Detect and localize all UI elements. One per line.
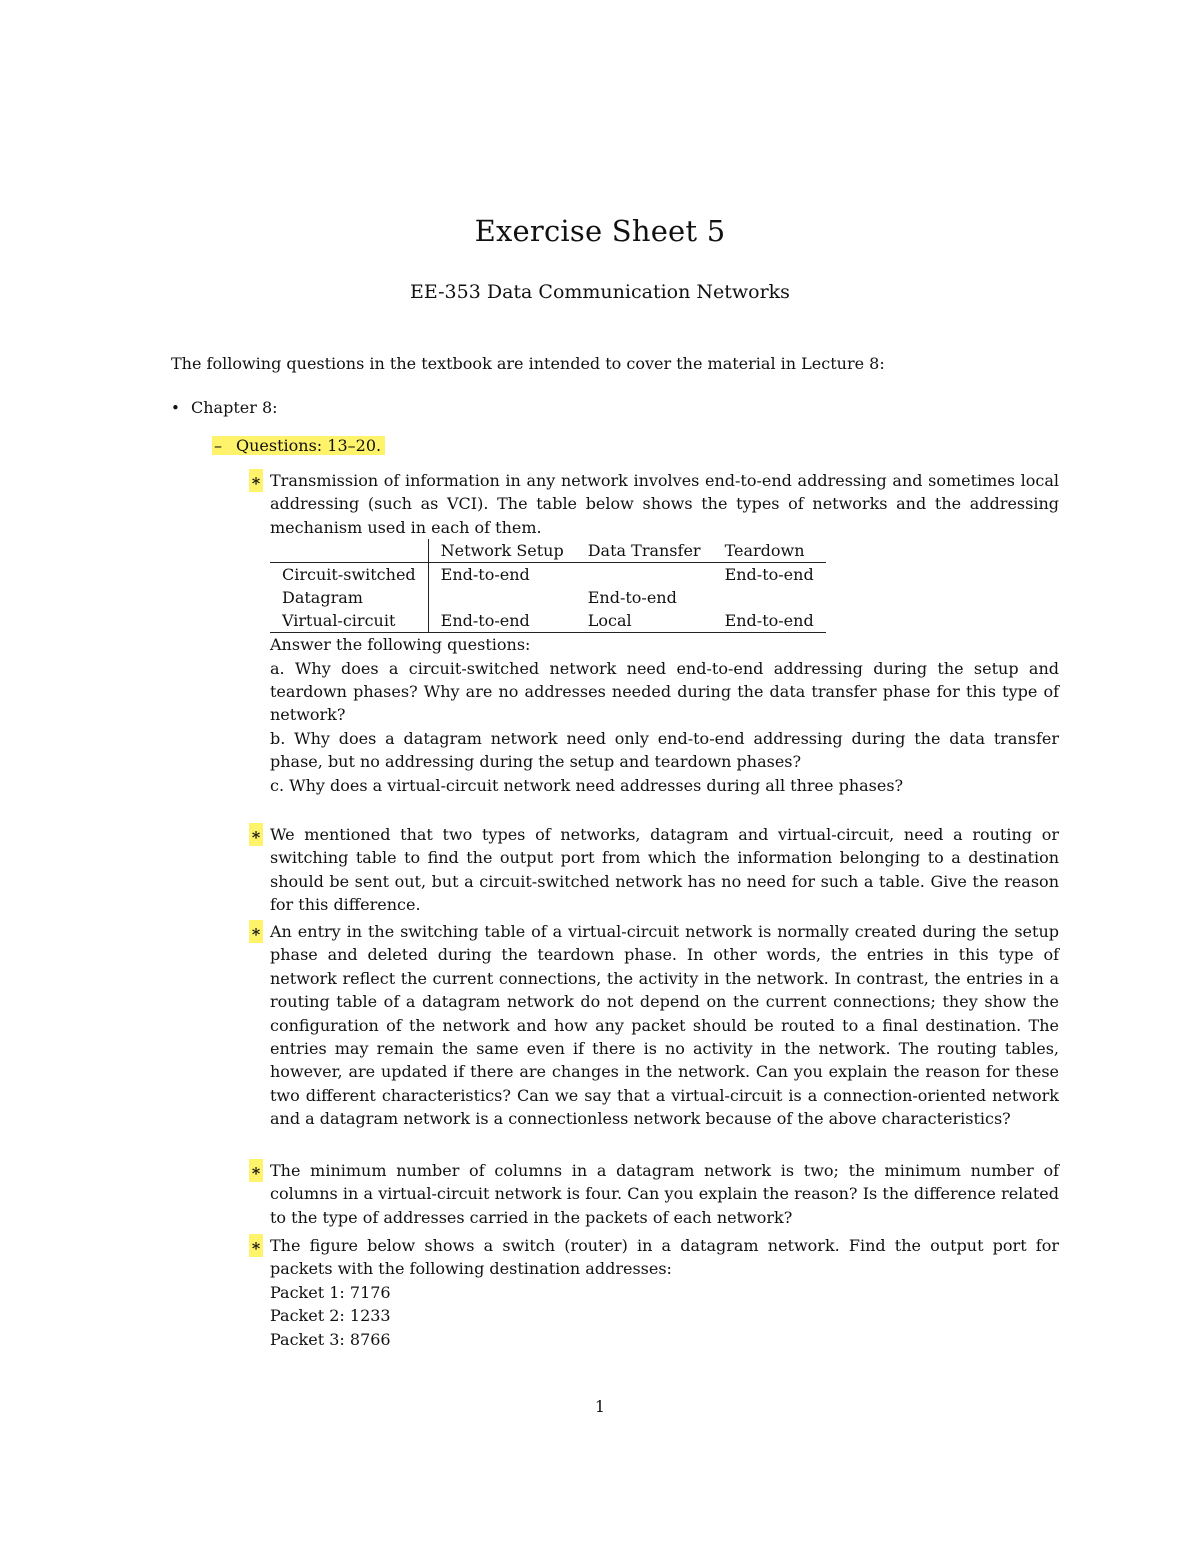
page-number: 1 [594,1397,606,1416]
table-header-row [270,539,826,563]
table-header-cell: Data Transfer [576,539,713,563]
question-text: The minimum number of columns in a datagram network is two; the minimum number of columns in a virtual-circuit network is four. Can you explain the reason? Is the difference related to the type of addresses carried in the packets of each network? [270,1161,1059,1227]
addressing-table [270,539,826,633]
questions-label: Questions: 13–20. [236,436,382,455]
question-item-3 [249,920,1059,1131]
table-cell: Local [576,609,713,633]
questions-list-item [212,436,385,455]
chapter-label: Chapter 8: [191,398,278,417]
table-cell: End-to-end [587,588,677,608]
table-header-cell [270,539,428,563]
table-cell [713,586,826,609]
table-cell: Circuit-switched [270,563,428,587]
packet-line: Packet 1: 7176 [270,1282,391,1302]
star-marker-icon: ∗ [249,823,263,846]
table-cell: End-to-end [440,565,530,585]
sub-question-b: b. Why does a datagram network need only end-to-end addressing during the data transfer phase, but no addressing during the setup and teardown phases? [270,728,1059,772]
question-text: Transmission of information in any network involves end-to-end addressing and sometimes local addressing (such as VCI). The table below shows the types of networks and the addressing mechanism used in each of them. [270,471,1059,537]
questions-highlight [212,436,385,455]
packet-line: Packet 3: 8766 [270,1329,391,1349]
intro-text: The following questions in the textbook are intended to cover the material in Lecture 8: [171,354,885,373]
table-row [270,563,826,587]
question-item-2 [249,823,1059,917]
question-item-5 [249,1234,1059,1351]
table-header-cell: Network Setup [428,539,576,563]
table-header-cell: Teardown [713,539,826,563]
packet-line: Packet 2: 1233 [270,1306,391,1326]
question-item-4 [249,1159,1059,1229]
table-cell: End-to-end [724,565,814,585]
dash-marker: – [214,436,222,455]
bullet-icon: • [171,399,180,417]
star-marker-icon: ∗ [249,1159,263,1182]
sub-question-a: a. Why does a circuit-switched network need end-to-end addressing during the setup and teardown phases? Why are no addresses needed during the data transfer phase for this type of network? [270,658,1059,725]
sub-question-c: c. Why does a virtual-circuit network need addresses during all three phases? [270,775,904,795]
table-cell [576,563,713,587]
page-subtitle: EE-353 Data Communication Networks [410,281,790,303]
table-cell: Datagram [270,586,428,609]
question-item-1 [249,469,1059,797]
chapter-list-item [171,398,278,417]
question-text: An entry in the switching table of a virtual-circuit network is normally created during the setup phase and deleted during the teardown phase. In other words, the entries in this type of network reflect the current connections, the activity in the network. In contrast, the entries in a routing table of a datagram network do not depend on the current connections; they show the configuration of the network and how any packet should be routed to a final destination. The entries may remain the same even if there is no activity in the network. The routing tables, however, are updated if there are changes in the network. Can you explain the reason for these two different characteristics? Can we say that a virtual-circuit is a connection-oriented network and a datagram network is a connectionless network because of the above characteristics? [270,922,1059,1129]
star-marker-icon: ∗ [249,1234,263,1257]
question-text: We mentioned that two types of networks, datagram and virtual-circuit, need a routing or switching table to find the output port from which the information belonging to a destination should be sent out, but a circuit-switched network has no need for such a table. Give the reason for this difference. [270,825,1059,915]
answer-intro: Answer the following questions: [270,635,531,655]
page-title: Exercise Sheet 5 [474,214,726,248]
table-row [270,609,826,633]
table-cell: End-to-end [713,609,826,633]
question-text: The figure below shows a switch (router) in a datagram network. Find the output port for packets with the following destination addresses: [270,1236,1059,1279]
star-marker-icon: ∗ [249,469,263,492]
table-cell [428,586,576,609]
table-cell: End-to-end [428,609,576,633]
table-row [270,586,826,609]
table-cell: Virtual-circuit [270,609,428,633]
star-marker-icon: ∗ [249,920,263,943]
